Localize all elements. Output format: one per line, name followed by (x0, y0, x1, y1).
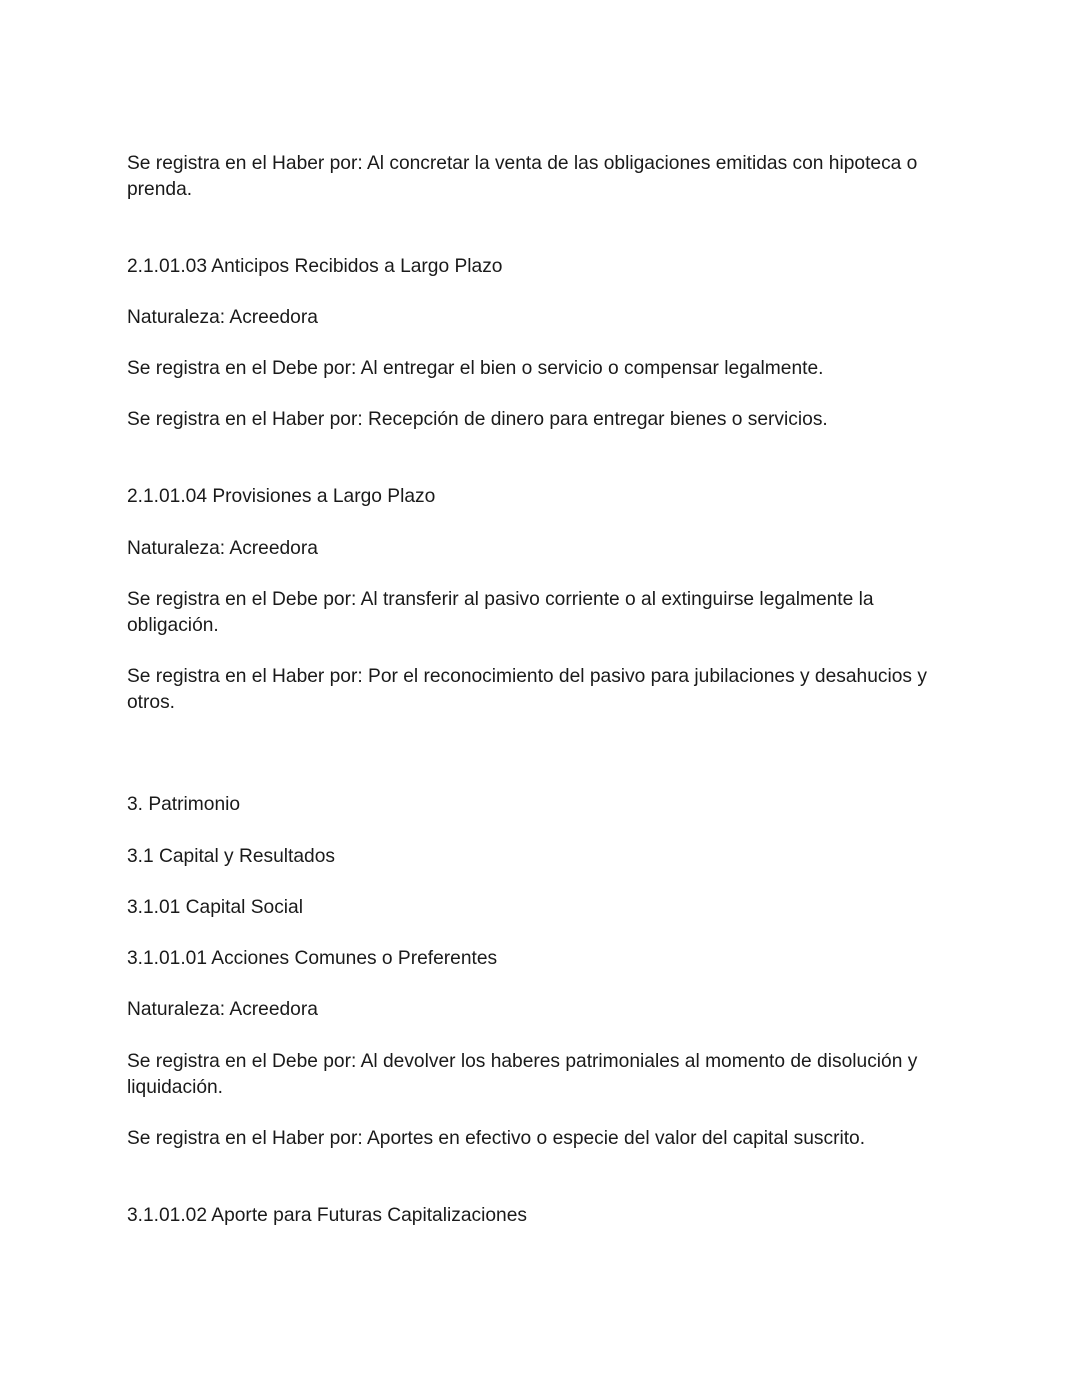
account-heading-2-1-01-04: 2.1.01.04 Provisiones a Largo Plazo (127, 486, 436, 507)
account-heading-3-1-01-01: 3.1.01.01 Acciones Comunes o Preferentes (127, 948, 498, 969)
debe-entry-paragraph: Se registra en el Debe por: Al entregar el bien o servicio o compensar legalmente. (127, 358, 824, 379)
account-heading-3-1-01: 3.1.01 Capital Social (127, 897, 303, 918)
haber-entry-paragraph: Se registra en el Haber por: Al concretar la venta de las obligaciones emitidas con hipoteca o prenda. (127, 153, 918, 200)
section-heading-patrimonio: 3. Patrimonio (127, 794, 241, 815)
debe-entry-paragraph: Se registra en el Debe por: Al devolver los haberes patrimoniales al momento de disolución y liquidación. (127, 1051, 918, 1098)
debe-entry-paragraph: Se registra en el Debe por: Al transferir al pasivo corriente o al extinguirse legalmente la obligación. (127, 589, 874, 636)
account-heading-3-1-01-02: 3.1.01.02 Aporte para Futuras Capitalizaciones (127, 1205, 527, 1226)
subsection-heading-capital-resultados: 3.1 Capital y Resultados (127, 846, 335, 867)
haber-entry-paragraph: Se registra en el Haber por: Aportes en efectivo o especie del valor del capital suscrito. (127, 1128, 866, 1149)
nature-label: Naturaleza: Acreedora (127, 538, 318, 559)
nature-label: Naturaleza: Acreedora (127, 999, 318, 1020)
account-heading-2-1-01-03: 2.1.01.03 Anticipos Recibidos a Largo Plazo (127, 256, 503, 277)
haber-entry-paragraph: Se registra en el Haber por: Por el reconocimiento del pasivo para jubilaciones y desahucios y otros. (127, 666, 927, 713)
haber-entry-paragraph: Se registra en el Haber por: Recepción de dinero para entregar bienes o servicios. (127, 409, 828, 430)
nature-label: Naturaleza: Acreedora (127, 307, 318, 328)
